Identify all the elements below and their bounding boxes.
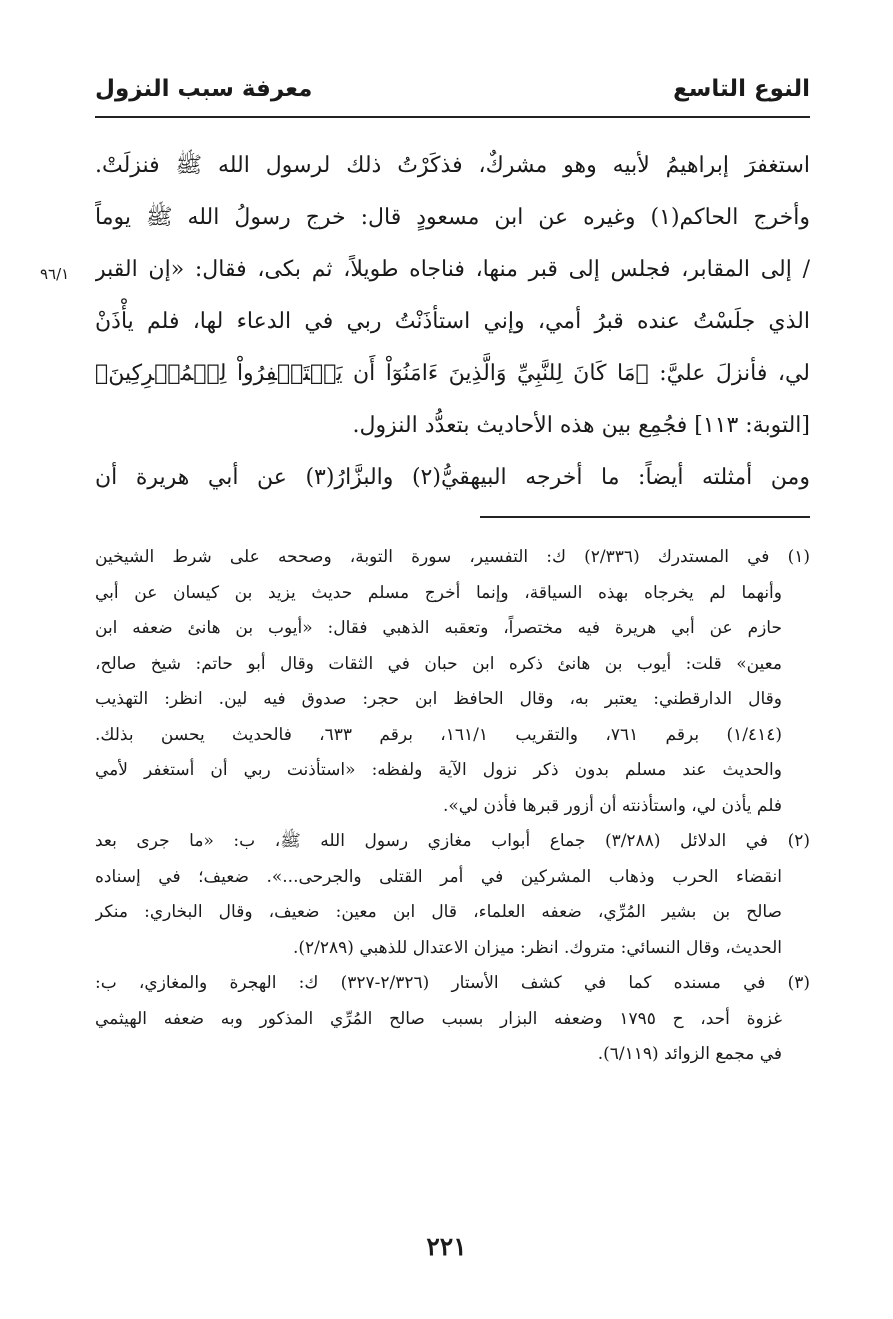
footnote-line: صالح بن بشير المُرِّي، ضعفه العلماء، قال ابن معين: ضعيف، وقال البخاري: منكر (95, 902, 782, 922)
footnote-line: معين» قلت: أيوب بن هانئ ذكره ابن حبان في الثقات وقال أبو حاتم: شيخ صالح، (95, 653, 782, 674)
text-line: / إلى المقابر، فجلس إلى قبر منها، فناجاه طويلاً، ثم بكى، فقال: «إن القبر (95, 257, 810, 282)
footnote-line: والحديث عند مسلم بدون ذكر نزول الآية ولفظه: «استأذنت ربي أن أستغفر لأمي (95, 760, 782, 780)
footnotes (95, 540, 810, 1073)
footnote-line: (١) في المستدرك (٢/٣٣٦) ك: التفسير، سورة التوبة، وصححه على شرط الشيخين (95, 547, 810, 567)
text-line: استغفرَ إبراهيمُ لأبيه وهو مشركٌ، فذكَرْتُ ذلك لرسول الله ﷺ فنزلَتْ. (95, 153, 810, 178)
footnote-line: انقضاء الحرب وذهاب المشركين في أمر القتلى والجرحى...». ضعيف؛ في إسناده (95, 866, 782, 887)
footnote-line: فلم يأذن لي، واستأذنته أن أزور قبرها فأذن لي». (443, 795, 782, 816)
footnote-line: (١/٤١٤) برقم ٧٦١، والتقريب ١٦١/١، برقم ٦٣٣، فالحديث يحسن بذلك. (95, 724, 782, 745)
topic-title: معرفة سبب النزول (95, 76, 313, 102)
footnote-line: وأنهما لم يخرجاه بهذه السياقة، وإنما أخرج مسلم حديث يزيد بن كيسان عن أبي (95, 582, 782, 603)
text-line: [التوبة: ١١٣] فجُمِع بين هذه الأحاديث بتعدُّد النزول. (352, 413, 810, 438)
footnote-line: (٣) في مسنده كما في كشف الأستار (٢/٣٢٦-٣٢٧) ك: الهجرة والمغازي، ب: (95, 973, 810, 993)
text-line: ومن أمثلته أيضاً: ما أخرجه البيهقيُّ(٢) والبزَّارُ(٣) عن أبي هريرة أن (95, 465, 810, 490)
main-text (95, 140, 810, 504)
margin-page-reference: ٩٦/١ (40, 265, 70, 283)
text-line: وأخرج الحاكم(١) وغيره عن ابن مسعودٍ قال: خرج رسولُ الله ﷺ يوماً (95, 205, 810, 230)
text-line: الذي جلَسْتُ عنده قبرُ أمي، وإني استأذَنْتُ ربي في الدعاء لها، فلم يأْذَنْ (95, 309, 810, 334)
running-header (95, 72, 810, 112)
chapter-title: النوع التاسع (673, 76, 810, 102)
footnote-rule (480, 516, 810, 518)
footnote-line: في مجمع الزوائد (٦/١١٩). (597, 1044, 782, 1064)
footnote-line: الحديث، وقال النسائي: متروك. انظر: ميزان الاعتدال للذهبي (٢/٢٨٩). (292, 937, 782, 958)
page-number: ٢٢١ (426, 1232, 467, 1261)
text-line: لي، فأنزلَ عليَّ: ﴿مَا كَانَ لِلنَّبِيِّ وَالَّذِينَ ءَامَنُوٓاْ أَن يَسۡتَغۡفِرُواْ لِلۡمُشۡرِكِينَ﴾ (95, 361, 810, 386)
footnote-line: حازم عن أبي هريرة فيه مختصراً، وتعقبه الذهبي فقال: «أيوب بن هانئ ضعفه ابن (95, 618, 782, 638)
footnote-line: غزوة أحد، ح ١٧٩٥ وضعفه البزار بسبب صالح المُرِّي المذكور وبه ضعفه الهيثمي (95, 1008, 782, 1029)
footnote-line: وقال الدارقطني: يعتبر به، وقال الحافظ ابن حجر: صدوق فيه لين. انظر: التهذيب (95, 689, 782, 709)
header-rule (95, 116, 810, 118)
footnote-line: (٢) في الدلائل (٣/٢٨٨) جماع أبواب مغازي رسول الله ﷺ، ب: «ما جرى بعد (95, 831, 810, 851)
